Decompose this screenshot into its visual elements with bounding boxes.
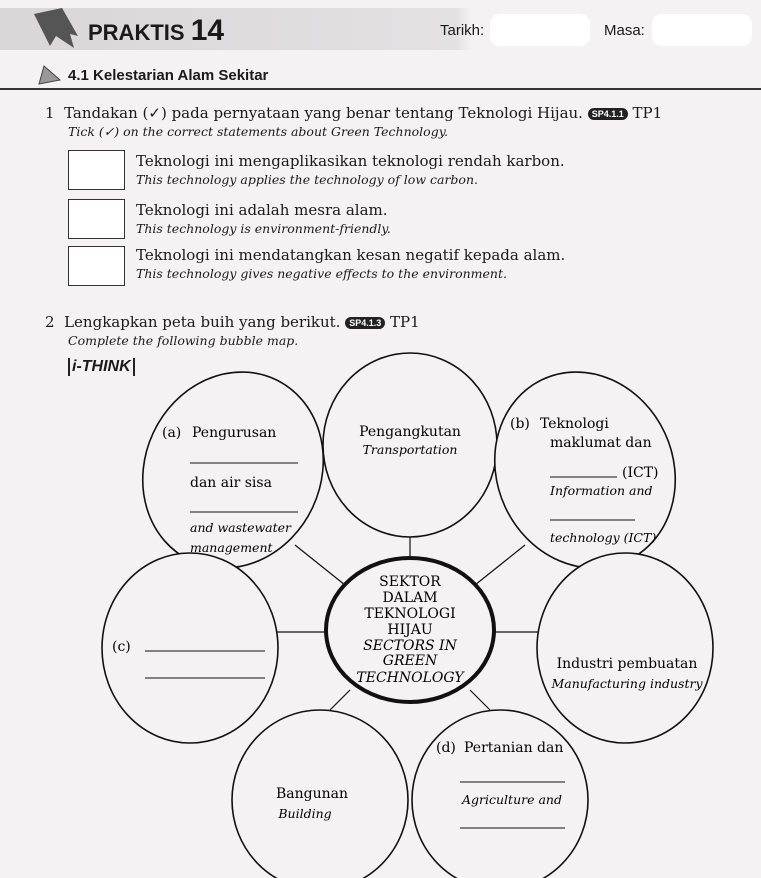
sp-badge: SP4.1.1 bbox=[588, 108, 628, 120]
center-text: HIJAU bbox=[387, 622, 433, 638]
svg-text:Agriculture and: Agriculture and bbox=[462, 792, 562, 807]
connector bbox=[470, 690, 490, 710]
svg-text:Pengurusan: Pengurusan bbox=[192, 425, 277, 441]
svg-text:(c): (c) bbox=[112, 639, 131, 655]
q1-translation: Tick (✓) on the correct statements about Green Technology. bbox=[68, 124, 449, 139]
svg-text:technology (ICT): technology (ICT) bbox=[550, 530, 657, 545]
bubble-a bbox=[111, 342, 355, 598]
svg-text:(ICT): (ICT) bbox=[622, 465, 659, 481]
sp-badge: SP4.1.3 bbox=[345, 317, 385, 329]
ithink-logo: i-THINK bbox=[68, 358, 135, 376]
transport-text-en: Transportation bbox=[362, 442, 458, 457]
connector bbox=[475, 545, 525, 585]
transport-text: Pengangkutan bbox=[359, 424, 461, 440]
center-text: DALAM bbox=[382, 590, 438, 606]
date-label: Tarikh: bbox=[440, 22, 485, 39]
q2-translation: Complete the following bubble map. bbox=[68, 333, 299, 348]
building-text: Bangunan bbox=[275, 786, 349, 802]
statement-1-translation: This technology applies the technology of low carbon. bbox=[136, 172, 478, 187]
q1-prompt: 1 Tandakan (✓) pada pernyataan yang benar tentang Teknologi Hijau. SP4.1.1 TP1 bbox=[45, 104, 663, 122]
svg-text:maklumat dan: maklumat dan bbox=[550, 435, 652, 451]
statement-2-translation: This technology is environment-friendly. bbox=[136, 221, 391, 236]
section-title: 4.1 Kelestarian Alam Sekitar bbox=[68, 67, 269, 84]
statement-3-translation: This technology gives negative effects to the environment. bbox=[136, 266, 507, 281]
manufacturing-text-en: Manufacturing industry bbox=[551, 676, 703, 691]
statement-2: Teknologi ini adalah mesra alam. bbox=[136, 201, 388, 219]
time-label: Masa: bbox=[604, 22, 645, 39]
svg-text:(b): (b) bbox=[510, 416, 530, 432]
center-text-en: TECHNOLOGY bbox=[356, 670, 464, 686]
statement-1: Teknologi ini mengaplikasikan teknologi rendah karbon. bbox=[136, 152, 565, 170]
statement-3: Teknologi ini mendatangkan kesan negatif kepada alam. bbox=[136, 246, 566, 264]
center-text-en: SECTORS IN bbox=[363, 638, 457, 654]
connector bbox=[295, 545, 345, 585]
svg-text:Teknologi: Teknologi bbox=[540, 416, 609, 432]
svg-text:dan air sisa: dan air sisa bbox=[190, 475, 272, 491]
svg-text:management: management bbox=[190, 540, 273, 555]
building-text-en: Building bbox=[278, 806, 332, 821]
svg-text:and wastewater: and wastewater bbox=[190, 520, 292, 535]
center-text: TEKNOLOGI bbox=[364, 606, 456, 622]
center-text-en: GREEN bbox=[382, 653, 438, 669]
page-title: PRAKTIS 14 bbox=[88, 14, 225, 47]
svg-text:(d): (d) bbox=[436, 740, 456, 756]
q2-prompt: 2 Lengkapkan peta buih yang berikut. SP4.1.3 TP1 bbox=[45, 313, 420, 331]
bubble-manufacturing bbox=[537, 553, 713, 743]
center-text: SEKTOR bbox=[379, 574, 441, 590]
svg-text:Information and: Information and bbox=[550, 483, 653, 498]
svg-text:(a): (a) bbox=[162, 425, 182, 441]
svg-text:Pertanian dan: Pertanian dan bbox=[464, 740, 564, 756]
bubble-b bbox=[463, 342, 707, 598]
connector bbox=[330, 690, 350, 710]
manufacturing-text: Industri pembuatan bbox=[556, 656, 698, 672]
